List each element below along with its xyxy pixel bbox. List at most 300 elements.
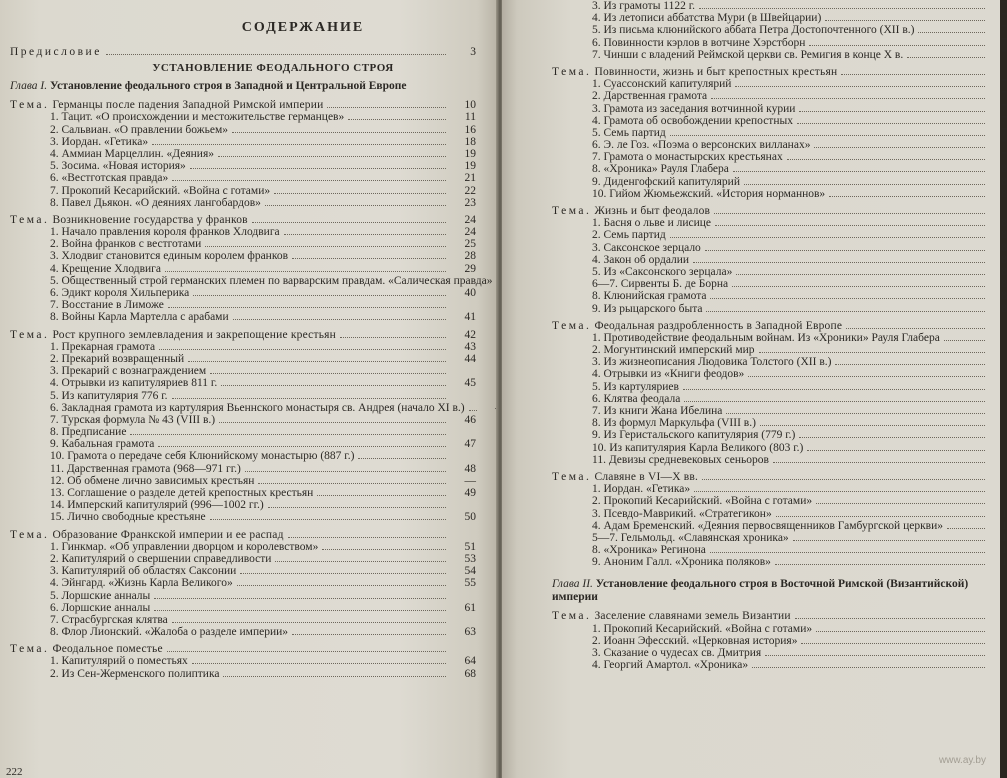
toc-item-text: 12. Об обмене лично зависимых крестьян	[50, 474, 255, 487]
toc-item-page: 7	[1001, 114, 1007, 127]
toc-item	[10, 197, 476, 209]
toc-item-page: 1	[1001, 507, 1007, 520]
toc-item-page: 7	[1001, 78, 1007, 91]
dot-leader	[292, 258, 446, 259]
dot-leader	[702, 479, 985, 480]
dot-leader	[245, 471, 446, 472]
dot-leader	[760, 425, 985, 426]
toc-item-page: 7	[1001, 0, 1007, 12]
toc-item-text: 9. Кабальная грамота	[50, 438, 155, 451]
theme-heading	[552, 320, 1007, 332]
toc-item	[552, 24, 1007, 36]
toc-item-text: 3. Капитулярий об областях Саксонии	[50, 565, 237, 578]
toc-item-page: 18	[464, 135, 476, 148]
toc-item-text: 6. Закладная грамота из картулярия Вьеннского монастыря св. Андрея (начало XI в.)	[50, 401, 465, 414]
toc-item-page: 24	[464, 226, 476, 239]
toc-item-text: 13. Соглашение о разделе детей крепостных крестьян	[50, 487, 314, 499]
toc-item	[552, 290, 1007, 302]
preface-title: Предисловие	[10, 46, 102, 58]
toc-item-text: 3. Грамота из заседания вотчинной курии	[592, 102, 796, 115]
toc-item	[552, 127, 1007, 139]
toc-item-page: 49	[464, 487, 476, 499]
toc-item	[552, 429, 1007, 441]
dot-leader	[797, 123, 985, 124]
dot-leader	[172, 398, 446, 399]
toc-item-text: 5. Зосима. «Новая история»	[50, 160, 186, 173]
toc-item-text: 6. Клятва феодала	[592, 392, 681, 405]
theme-text	[552, 66, 837, 78]
toc-item	[10, 377, 476, 389]
toc-item	[10, 274, 493, 287]
toc-item-text: 5. Из капитулярия 776 г.	[50, 389, 168, 402]
theme-title: Славяне в VI—X вв.	[594, 470, 699, 483]
toc-item-page: 63	[464, 626, 476, 639]
toc-item	[552, 544, 1007, 556]
toc-item-page: 7	[1001, 24, 1007, 37]
page-number: 222	[6, 766, 23, 778]
toc-item-page: 7	[1001, 126, 1007, 139]
toc-item	[10, 124, 476, 136]
toc-item-page: 1	[1001, 556, 1007, 569]
dot-leader	[154, 610, 446, 611]
dot-leader	[765, 655, 985, 656]
dot-leader	[265, 205, 446, 206]
toc-item-text: 10. Гийом Жюмьежский. «История норманнов»	[592, 187, 826, 200]
theme-heading	[10, 329, 476, 341]
toc-item	[10, 185, 476, 197]
dot-leader	[268, 507, 446, 508]
dot-leader	[158, 446, 446, 447]
toc-item-text: 5. Семь партид	[592, 126, 666, 139]
toc-item-text: 6. Лоршские анналы	[50, 601, 151, 614]
dot-leader	[152, 144, 446, 145]
toc-item-text: 7. Грамота о монастырских крестьянах	[592, 151, 783, 164]
toc-item	[10, 111, 476, 123]
toc-item	[552, 659, 1007, 671]
toc-item	[552, 49, 1007, 61]
theme-prefix: Тема.	[552, 65, 592, 78]
dot-leader	[744, 184, 985, 185]
dot-leader	[773, 462, 985, 463]
toc-item-text: 5. Из «Саксонского зерцала»	[592, 265, 733, 278]
dot-leader	[210, 373, 446, 374]
toc-item	[10, 263, 476, 275]
dot-leader	[799, 111, 985, 112]
toc-item-text: 7. Восстание в Лиможе	[50, 299, 164, 312]
theme-heading	[10, 99, 476, 111]
toc-item-text: 4. Георгий Амартол. «Хроника»	[592, 659, 749, 672]
toc-item-text: 5. Общественный строй германских племен по варварским правдам. «Салическая правда»	[50, 274, 493, 287]
toc-item-page: 25	[464, 238, 476, 251]
dot-leader	[726, 413, 985, 414]
toc-item-text: 6. Эдикт короля Хильперика	[50, 287, 190, 299]
toc-item	[10, 426, 476, 438]
toc-item-text: 2. Прекарий возвращенный	[50, 352, 185, 365]
toc-item-text: 11. Девизы средневековых сеньоров	[592, 453, 769, 466]
toc-item	[10, 577, 476, 589]
dot-leader	[684, 401, 985, 402]
dot-leader	[776, 516, 985, 517]
theme-prefix: Тема.	[10, 99, 50, 112]
toc-item	[552, 12, 1007, 24]
toc-item	[10, 365, 476, 377]
dot-leader	[205, 246, 446, 247]
toc-item	[552, 442, 1007, 454]
right-page	[502, 0, 1007, 778]
toc-item-page: 8	[1001, 302, 1007, 315]
dot-leader	[172, 180, 446, 181]
toc-item-text: 3. Из грамоты 1122 г.	[592, 0, 696, 12]
toc-item-text: 2. Прокопий Кесарийский. «Война с готами»	[592, 495, 813, 508]
preface-page: 3	[470, 46, 476, 58]
toc-item	[552, 368, 1007, 380]
toc-item	[552, 556, 1007, 568]
dot-leader	[699, 8, 985, 9]
dot-leader	[210, 519, 446, 520]
toc-item-page: 8	[1001, 278, 1007, 291]
toc-item-page: 8	[1001, 187, 1007, 200]
toc-item-page: 16	[464, 123, 476, 136]
dot-leader	[846, 328, 985, 329]
toc-item-text: 9. Диденгофский капитулярий	[592, 175, 740, 188]
toc-item-page: 7	[1001, 90, 1007, 103]
toc-item-page: 8	[1001, 163, 1007, 176]
dot-leader	[193, 295, 446, 296]
theme-title: Образование Франкской империи и ее распад	[52, 528, 284, 541]
theme-text	[552, 471, 698, 483]
toc-item	[552, 278, 1007, 290]
toc-item-text: 1. Капитулярий о поместьях	[50, 655, 188, 668]
toc-item-text: 3. Из жизнеописания Людовика Толстого (XII в.)	[592, 356, 832, 369]
theme-title: Заселение славянами земель Византии	[594, 610, 791, 623]
toc-item-page: 43	[464, 340, 476, 353]
toc-item-page: 21	[464, 172, 476, 185]
toc-item	[552, 356, 1007, 368]
dot-leader	[237, 585, 446, 586]
toc-item-page: 8	[1001, 175, 1007, 188]
theme-title: Рост крупного землевладения и закрепощение крестьян	[52, 328, 336, 341]
theme-text	[552, 320, 842, 332]
toc-item-text: 8. Предписание	[50, 426, 127, 439]
dot-leader	[733, 171, 985, 172]
chapter-label: Глава I.	[10, 80, 48, 93]
toc-item-page: 7	[1001, 139, 1007, 152]
dot-leader	[233, 319, 446, 320]
toc-item	[10, 160, 476, 172]
dot-leader	[809, 45, 985, 46]
dot-leader	[918, 32, 985, 33]
dot-leader	[167, 651, 446, 652]
toc-item	[10, 341, 476, 353]
toc-item-text: 8. Клюнийская грамота	[592, 290, 707, 303]
dot-leader	[787, 159, 985, 160]
toc-item	[552, 151, 1007, 163]
toc-item-text: 3. Саксонское зерцало	[592, 241, 701, 254]
dot-leader	[829, 196, 985, 197]
toc-item	[10, 299, 476, 311]
toc-item-text: 5—7. Гельмольд. «Славянская хроника»	[592, 531, 789, 544]
toc-item-text: 4. Грамота об освобождении крепостных	[592, 114, 793, 127]
toc-item	[552, 381, 1007, 393]
toc-item-page: 64	[464, 655, 476, 668]
toc-item	[10, 438, 476, 450]
toc-item-text: 9. Аноним Галл. «Хроника поляков»	[592, 556, 771, 569]
dot-leader	[348, 119, 446, 120]
toc-item-text: 1. Прокопий Кесарийский. «Война с готами»	[592, 622, 813, 635]
chapter-heading-2	[552, 578, 1007, 604]
theme-prefix: Тема.	[552, 205, 592, 217]
theme-prefix: Тема.	[552, 610, 592, 623]
dot-leader	[172, 622, 446, 623]
theme-page: 10	[464, 99, 476, 112]
dot-leader	[232, 132, 446, 133]
theme-heading	[552, 66, 1007, 78]
dot-leader	[944, 340, 985, 341]
dot-leader	[694, 491, 985, 492]
theme-text	[10, 99, 323, 111]
dot-leader	[799, 437, 985, 438]
toc-item	[552, 417, 1007, 429]
toc-item-text: 8. Павел Дьякон. «О деяниях лангобардов»	[50, 196, 261, 209]
dot-leader	[130, 434, 446, 435]
dot-leader	[670, 237, 985, 238]
toc-item-page: 47	[464, 438, 476, 451]
theme-title: Феодальное поместье	[52, 643, 163, 656]
toc-item	[10, 226, 476, 238]
dot-leader	[252, 222, 446, 223]
toc-item	[10, 353, 476, 365]
toc-item-page: 61	[464, 601, 476, 614]
toc-item	[10, 390, 476, 402]
theme-heading	[552, 205, 1007, 217]
toc-item	[10, 668, 476, 680]
toc-item	[10, 602, 476, 614]
toc-item	[10, 250, 476, 262]
dot-leader	[706, 311, 985, 312]
toc-item-page: 40	[464, 287, 476, 299]
dot-leader	[190, 168, 446, 169]
toc-item	[552, 78, 1007, 90]
toc-item-page: 8	[1001, 217, 1007, 230]
page-heading: СОДЕРЖАНИЕ	[241, 20, 365, 35]
dot-leader	[469, 410, 477, 411]
theme-title: Возникновение государства у франков	[52, 213, 248, 226]
toc-item-text: 3. Сказание о чудесах св. Дмитрия	[592, 647, 762, 659]
theme-heading	[10, 643, 476, 655]
dot-leader	[814, 147, 985, 148]
dot-leader	[165, 271, 446, 272]
toc-item-page: 54	[464, 565, 476, 578]
theme-text	[10, 329, 336, 341]
dot-leader	[710, 552, 985, 553]
dot-leader	[710, 298, 985, 299]
dot-leader	[835, 364, 985, 365]
toc-item-text: 10. Грамота о передаче себя Клюнийскому монастырю (887 г.)	[50, 450, 355, 463]
dot-leader	[288, 537, 446, 538]
toc-item-page: 8	[1001, 265, 1007, 278]
toc-item-text: 7. Чинши с владений Реймской церкви св. Ремигия в конце X в.	[592, 48, 904, 61]
toc-item-text: 4. Аммиан Марцеллин. «Деяния»	[50, 147, 214, 160]
toc-item-page: 8	[1001, 241, 1007, 254]
toc-item-text: 1. Начало правления короля франков Хлодвига	[50, 226, 280, 239]
dot-leader	[192, 663, 446, 664]
theme-title: Германцы после падения Западной Римской империи	[52, 99, 324, 112]
toc-item-page: —	[464, 474, 476, 487]
toc-item	[552, 229, 1007, 241]
toc-item	[10, 402, 476, 414]
dot-leader	[816, 503, 985, 504]
toc-item-page: 1	[1001, 544, 1007, 557]
toc-item	[552, 405, 1007, 417]
dot-leader	[292, 634, 446, 635]
toc-item-text: 1. Иордан. «Гетика»	[592, 483, 691, 496]
toc-item-text: 8. «Хроника» Рауля Глабера	[592, 163, 729, 176]
chapter-label-2: Глава II.	[552, 578, 593, 591]
toc-item-page: 23	[464, 196, 476, 209]
toc-item-page: 7	[1001, 48, 1007, 61]
toc-item	[10, 450, 476, 462]
toc-item-text: 1. Суассонский капитулярий	[592, 78, 732, 91]
dot-leader	[223, 676, 446, 677]
theme-text	[552, 205, 710, 217]
toc-item	[552, 303, 1007, 315]
dot-leader	[693, 262, 985, 263]
theme-prefix: Тема.	[552, 470, 592, 483]
chapter-title-2: Установление феодального строя в Восточной Римской (Византийской) империи	[552, 578, 969, 604]
toc-item	[552, 393, 1007, 405]
toc-item	[552, 176, 1007, 188]
chapter-title: Установление феодального строя в Западной и Центральной Европе	[49, 80, 407, 93]
dot-leader	[159, 349, 446, 350]
toc-item	[10, 553, 476, 565]
left-page	[0, 0, 498, 778]
toc-item-text: 4. Из летописи аббатства Мури (в Швейцарии)	[592, 12, 822, 25]
dot-leader	[284, 234, 446, 235]
toc-item-text: 6. Повинности кэрлов в вотчине Хэрстборн	[592, 36, 806, 49]
dot-leader	[221, 385, 446, 386]
dot-leader	[748, 376, 985, 377]
toc-item-text: 9. Из рыцарского быта	[592, 302, 703, 315]
dot-leader	[154, 598, 446, 599]
theme-title: Жизнь и быт феодалов	[594, 205, 711, 217]
dot-leader	[907, 57, 985, 58]
toc-item-text: 3. Иордан. «Гетика»	[50, 135, 149, 148]
toc-item	[552, 242, 1007, 254]
toc-item-text: 6—7. Сирвенты Б. де Борна	[592, 278, 729, 291]
dot-leader	[816, 631, 985, 632]
dot-leader	[793, 540, 985, 541]
toc-item-page: 22	[464, 184, 476, 197]
dot-leader	[807, 450, 985, 451]
dot-leader	[759, 352, 985, 353]
dot-leader	[715, 225, 985, 226]
toc-item-page: 8	[1001, 253, 1007, 266]
dot-leader	[825, 20, 985, 21]
toc-item	[552, 139, 1007, 151]
toc-item	[552, 90, 1007, 102]
toc-item	[552, 532, 1007, 544]
toc-item	[10, 511, 476, 523]
toc-item-text: 4. Закон об ордалии	[592, 253, 690, 266]
dot-leader	[240, 573, 446, 574]
toc-item	[10, 172, 476, 184]
theme-text	[10, 214, 248, 226]
toc-item-text: 5. Лоршские анналы	[50, 589, 151, 602]
toc-item-page: 55	[464, 577, 476, 590]
toc-item-page: 19	[464, 160, 476, 173]
toc-item-text: 11. Дарственная грамота (968—971 гг.)	[50, 462, 241, 475]
toc-item	[10, 475, 476, 487]
toc-item	[10, 287, 476, 299]
toc-item-text: 3. Хлодвиг становится единым королем франков	[50, 250, 289, 263]
toc-item-page: 7	[1001, 12, 1007, 25]
toc-item	[552, 520, 1007, 532]
toc-item	[10, 136, 476, 148]
toc-item	[10, 238, 476, 250]
toc-item	[552, 344, 1007, 356]
toc-item	[10, 148, 476, 160]
toc-item-text: 4. Отрывки из капитуляриев 811 г.	[50, 377, 218, 390]
toc-item-page: 11	[464, 111, 476, 124]
toc-item	[10, 499, 476, 511]
toc-item-page: 50	[464, 511, 476, 524]
theme-text	[10, 643, 163, 655]
toc-item	[552, 623, 1007, 635]
theme-heading	[10, 214, 476, 226]
toc-item-page: 7	[1001, 36, 1007, 49]
toc-item-text: 9. Из Геристальского капитулярия (779 г.)	[592, 429, 796, 442]
toc-item-text: 7. Прокопий Кесарийский. «Война с готами»	[50, 184, 271, 197]
toc-item-text: 8. Войны Карла Мартелла с арабами	[50, 311, 229, 324]
toc-item-text: 7. Страсбургская клятва	[50, 613, 168, 626]
toc-item	[10, 463, 476, 475]
toc-item-text: 7. Турская формула № 43 (VIII в.)	[50, 413, 216, 426]
toc-item	[10, 626, 476, 638]
dot-leader	[732, 286, 985, 287]
toc-item-text: 15. Лично свободные крестьяне	[50, 511, 206, 524]
toc-item-text: 14. Имперский капитулярий (996—1002 гг.)	[50, 499, 264, 512]
theme-page: 24	[464, 213, 476, 226]
toc-item-page: 29	[464, 262, 476, 275]
toc-item-page: 68	[464, 667, 476, 680]
toc-item-text: 2. Сальвиан. «О правлении божьем»	[50, 123, 228, 136]
toc-item	[552, 508, 1007, 520]
toc-item	[552, 332, 1007, 344]
toc-item	[552, 115, 1007, 127]
toc-item	[552, 217, 1007, 229]
toc-item-text: 6. «Вестготская правда»	[50, 172, 169, 185]
toc-item-text: 3. Прекарий с вознаграждением	[50, 365, 207, 378]
toc-item-text: 1. Гинкмар. «Об управлении дворцом и королевством»	[50, 540, 319, 553]
toc-item-text: 2. Семь партид	[592, 229, 666, 242]
toc-item	[552, 483, 1007, 495]
toc-item-text: 2. Дарственная грамота	[592, 90, 708, 103]
toc-item-text: 5. Из письма клюнийского аббата Петра Достопочтенного (XII в.)	[592, 24, 915, 37]
toc-item-page: 53	[464, 552, 476, 565]
watermark: www.ay.by	[938, 755, 986, 766]
theme-title: Феодальная раздробленность в Западной Европе	[594, 319, 843, 332]
dot-leader	[736, 274, 985, 275]
dot-leader	[218, 156, 446, 157]
dot-leader	[275, 561, 446, 562]
toc-item	[10, 487, 476, 499]
toc-item-text: 1. Тацит. «О происхождении и местожительстве германцев»	[50, 111, 345, 124]
toc-item-page: 44	[464, 352, 476, 365]
toc-item-text: 3. Псевдо-Маврикий. «Стратегикон»	[592, 507, 772, 520]
toc-item-text: 1. Противодействие феодальным войнам. Из «Хроники» Рауля Глабера	[592, 331, 940, 344]
toc-item-page: 48	[464, 462, 476, 475]
toc-item-text: 7. Из книги Жана Ибелина	[592, 405, 723, 417]
